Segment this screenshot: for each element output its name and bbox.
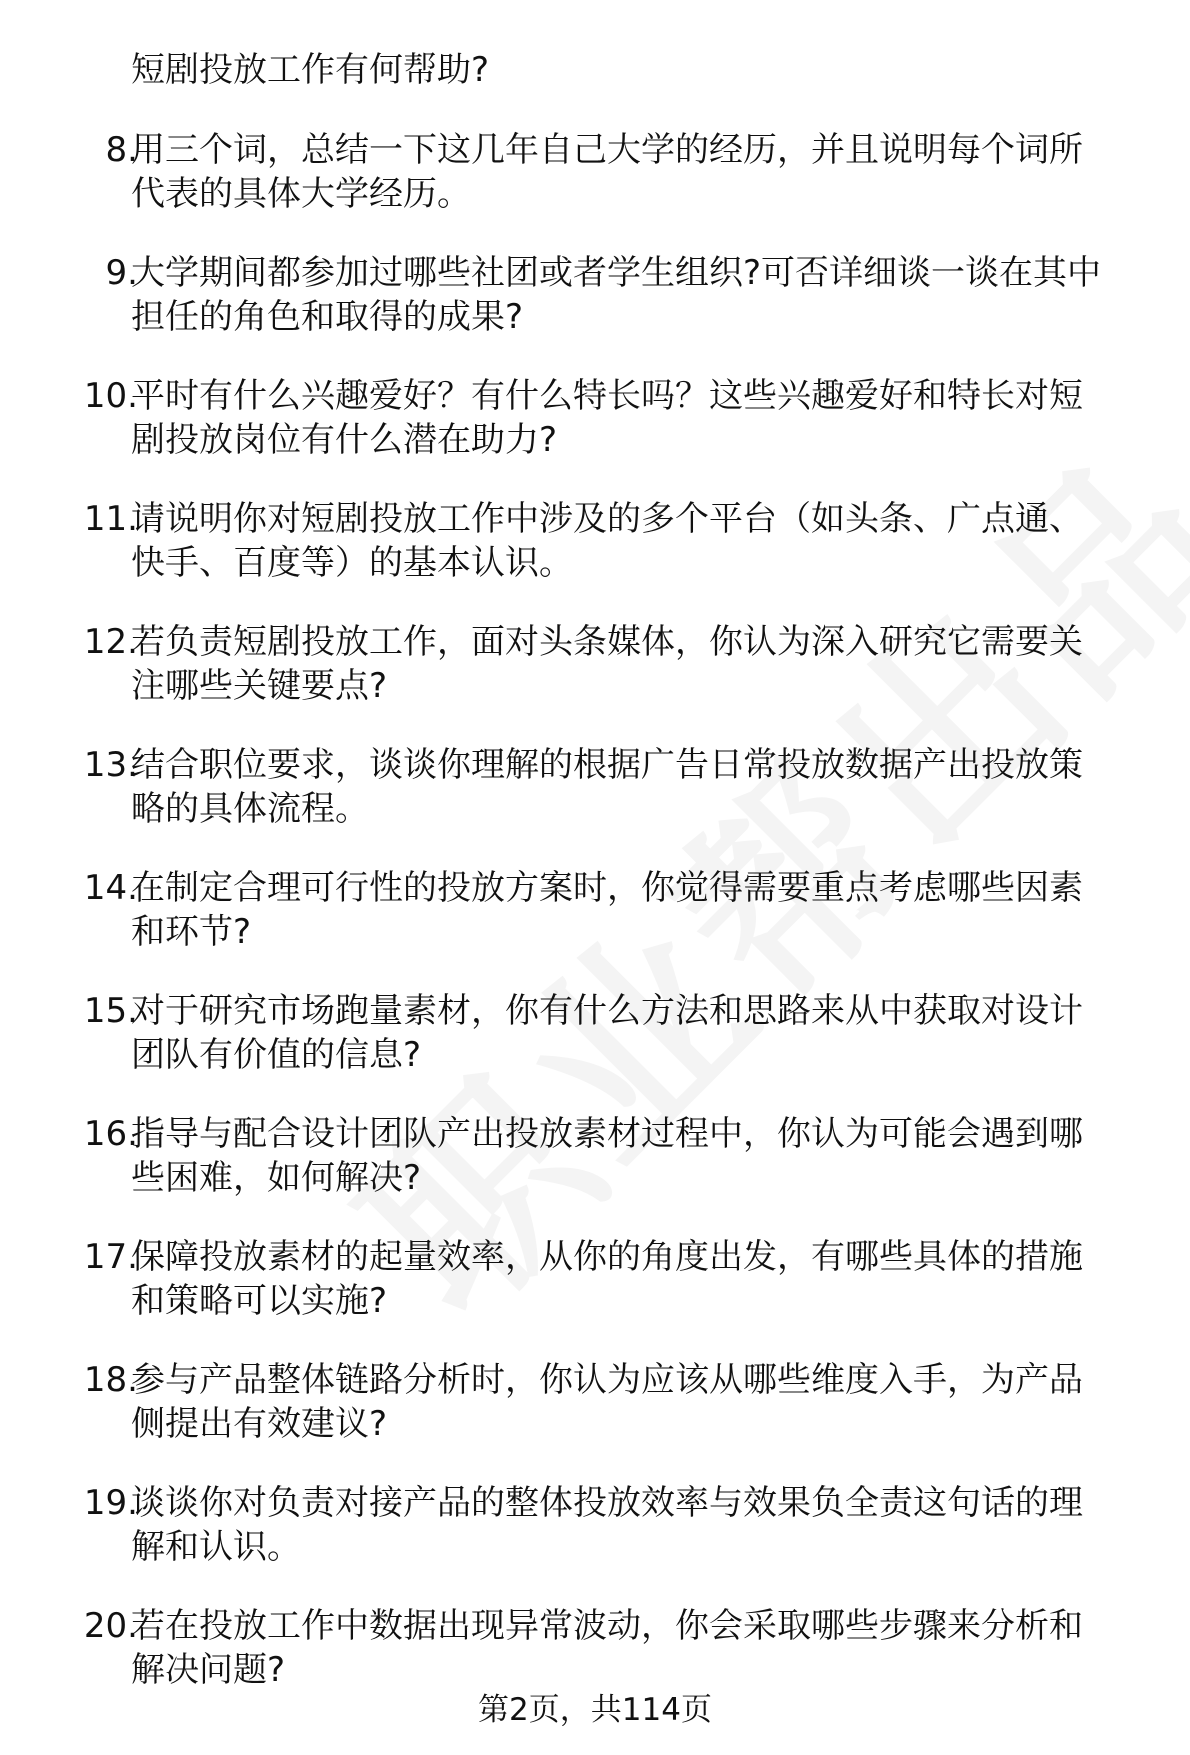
question-number: 10. [83, 376, 138, 416]
question-text: 用三个词，总结一下这几年自己大学的经历，并且说明每个词所 代表的具体大学经历。 [131, 130, 1083, 214]
question-text: 请说明你对短剧投放工作中涉及的多个平台（如头条、广点通、 快手、百度等）的基本认识。 [131, 499, 1083, 583]
question-text: 平时有什么兴趣爱好？有什么特长吗？这些兴趣爱好和特长对短 剧投放岗位有什么潜在助力? [131, 376, 1083, 460]
question-number: 20. [83, 1606, 138, 1646]
list-item [0, 989, 1190, 1112]
question-text: 对于研究市场跑量素材，你有什么方法和思路来从中获取对设计 团队有价值的信息? [131, 991, 1083, 1075]
list-item [0, 866, 1190, 989]
question-text: 参与产品整体链路分析时，你认为应该从哪些维度入手，为产品 侧提出有效建议? [131, 1360, 1083, 1444]
question-number: 14. [83, 868, 138, 908]
question-text: 保障投放素材的起量效率，从你的角度出发，有哪些具体的措施 和策略可以实施? [131, 1237, 1083, 1321]
question-number: 18. [83, 1360, 138, 1400]
question-number: 13. [83, 745, 138, 785]
list-item [0, 1358, 1190, 1481]
page-footer: 第2页，共114页 [478, 1692, 712, 1728]
list-item [0, 128, 1190, 251]
question-number: 11. [83, 499, 138, 539]
question-text: 若负责短剧投放工作，面对头条媒体，你认为深入研究它需要关 注哪些关键要点? [131, 622, 1083, 706]
question-number: 17. [83, 1237, 138, 1277]
list-item [0, 1112, 1190, 1235]
list-item [0, 374, 1190, 497]
question-number: 12. [83, 622, 138, 662]
list-item [0, 620, 1190, 743]
question-text: 结合职位要求，谈谈你理解的根据广告日常投放数据产出投放策 略的具体流程。 [131, 745, 1083, 829]
question-text: 若在投放工作中数据出现异常波动，你会采取哪些步骤来分析和 解决问题? [131, 1606, 1083, 1690]
list-item [0, 1235, 1190, 1358]
question-text: 在制定合理可行性的投放方案时，你觉得需要重点考虑哪些因素 和环节? [131, 868, 1083, 952]
question-text: 谈谈你对负责对接产品的整体投放效率与效果负全责这句话的理 解和认识。 [131, 1483, 1083, 1567]
list-item [0, 497, 1190, 620]
question-number: 16. [83, 1114, 138, 1154]
continuation-text: 短剧投放工作有何帮助? [131, 50, 490, 90]
question-list [0, 128, 1190, 1727]
question-number: 8. [105, 130, 138, 170]
question-number: 19. [83, 1483, 138, 1523]
question-number: 15. [83, 991, 138, 1031]
list-item [0, 251, 1190, 374]
question-text: 大学期间都参加过哪些社团或者学生组织?可否详细谈一谈在其中 担任的角色和取得的成果? [131, 253, 1102, 337]
question-text: 指导与配合设计团队产出投放素材过程中，你认为可能会遇到哪 些困难，如何解决? [131, 1114, 1083, 1198]
list-item [0, 1481, 1190, 1604]
list-item [0, 743, 1190, 866]
question-number: 9. [105, 253, 138, 293]
